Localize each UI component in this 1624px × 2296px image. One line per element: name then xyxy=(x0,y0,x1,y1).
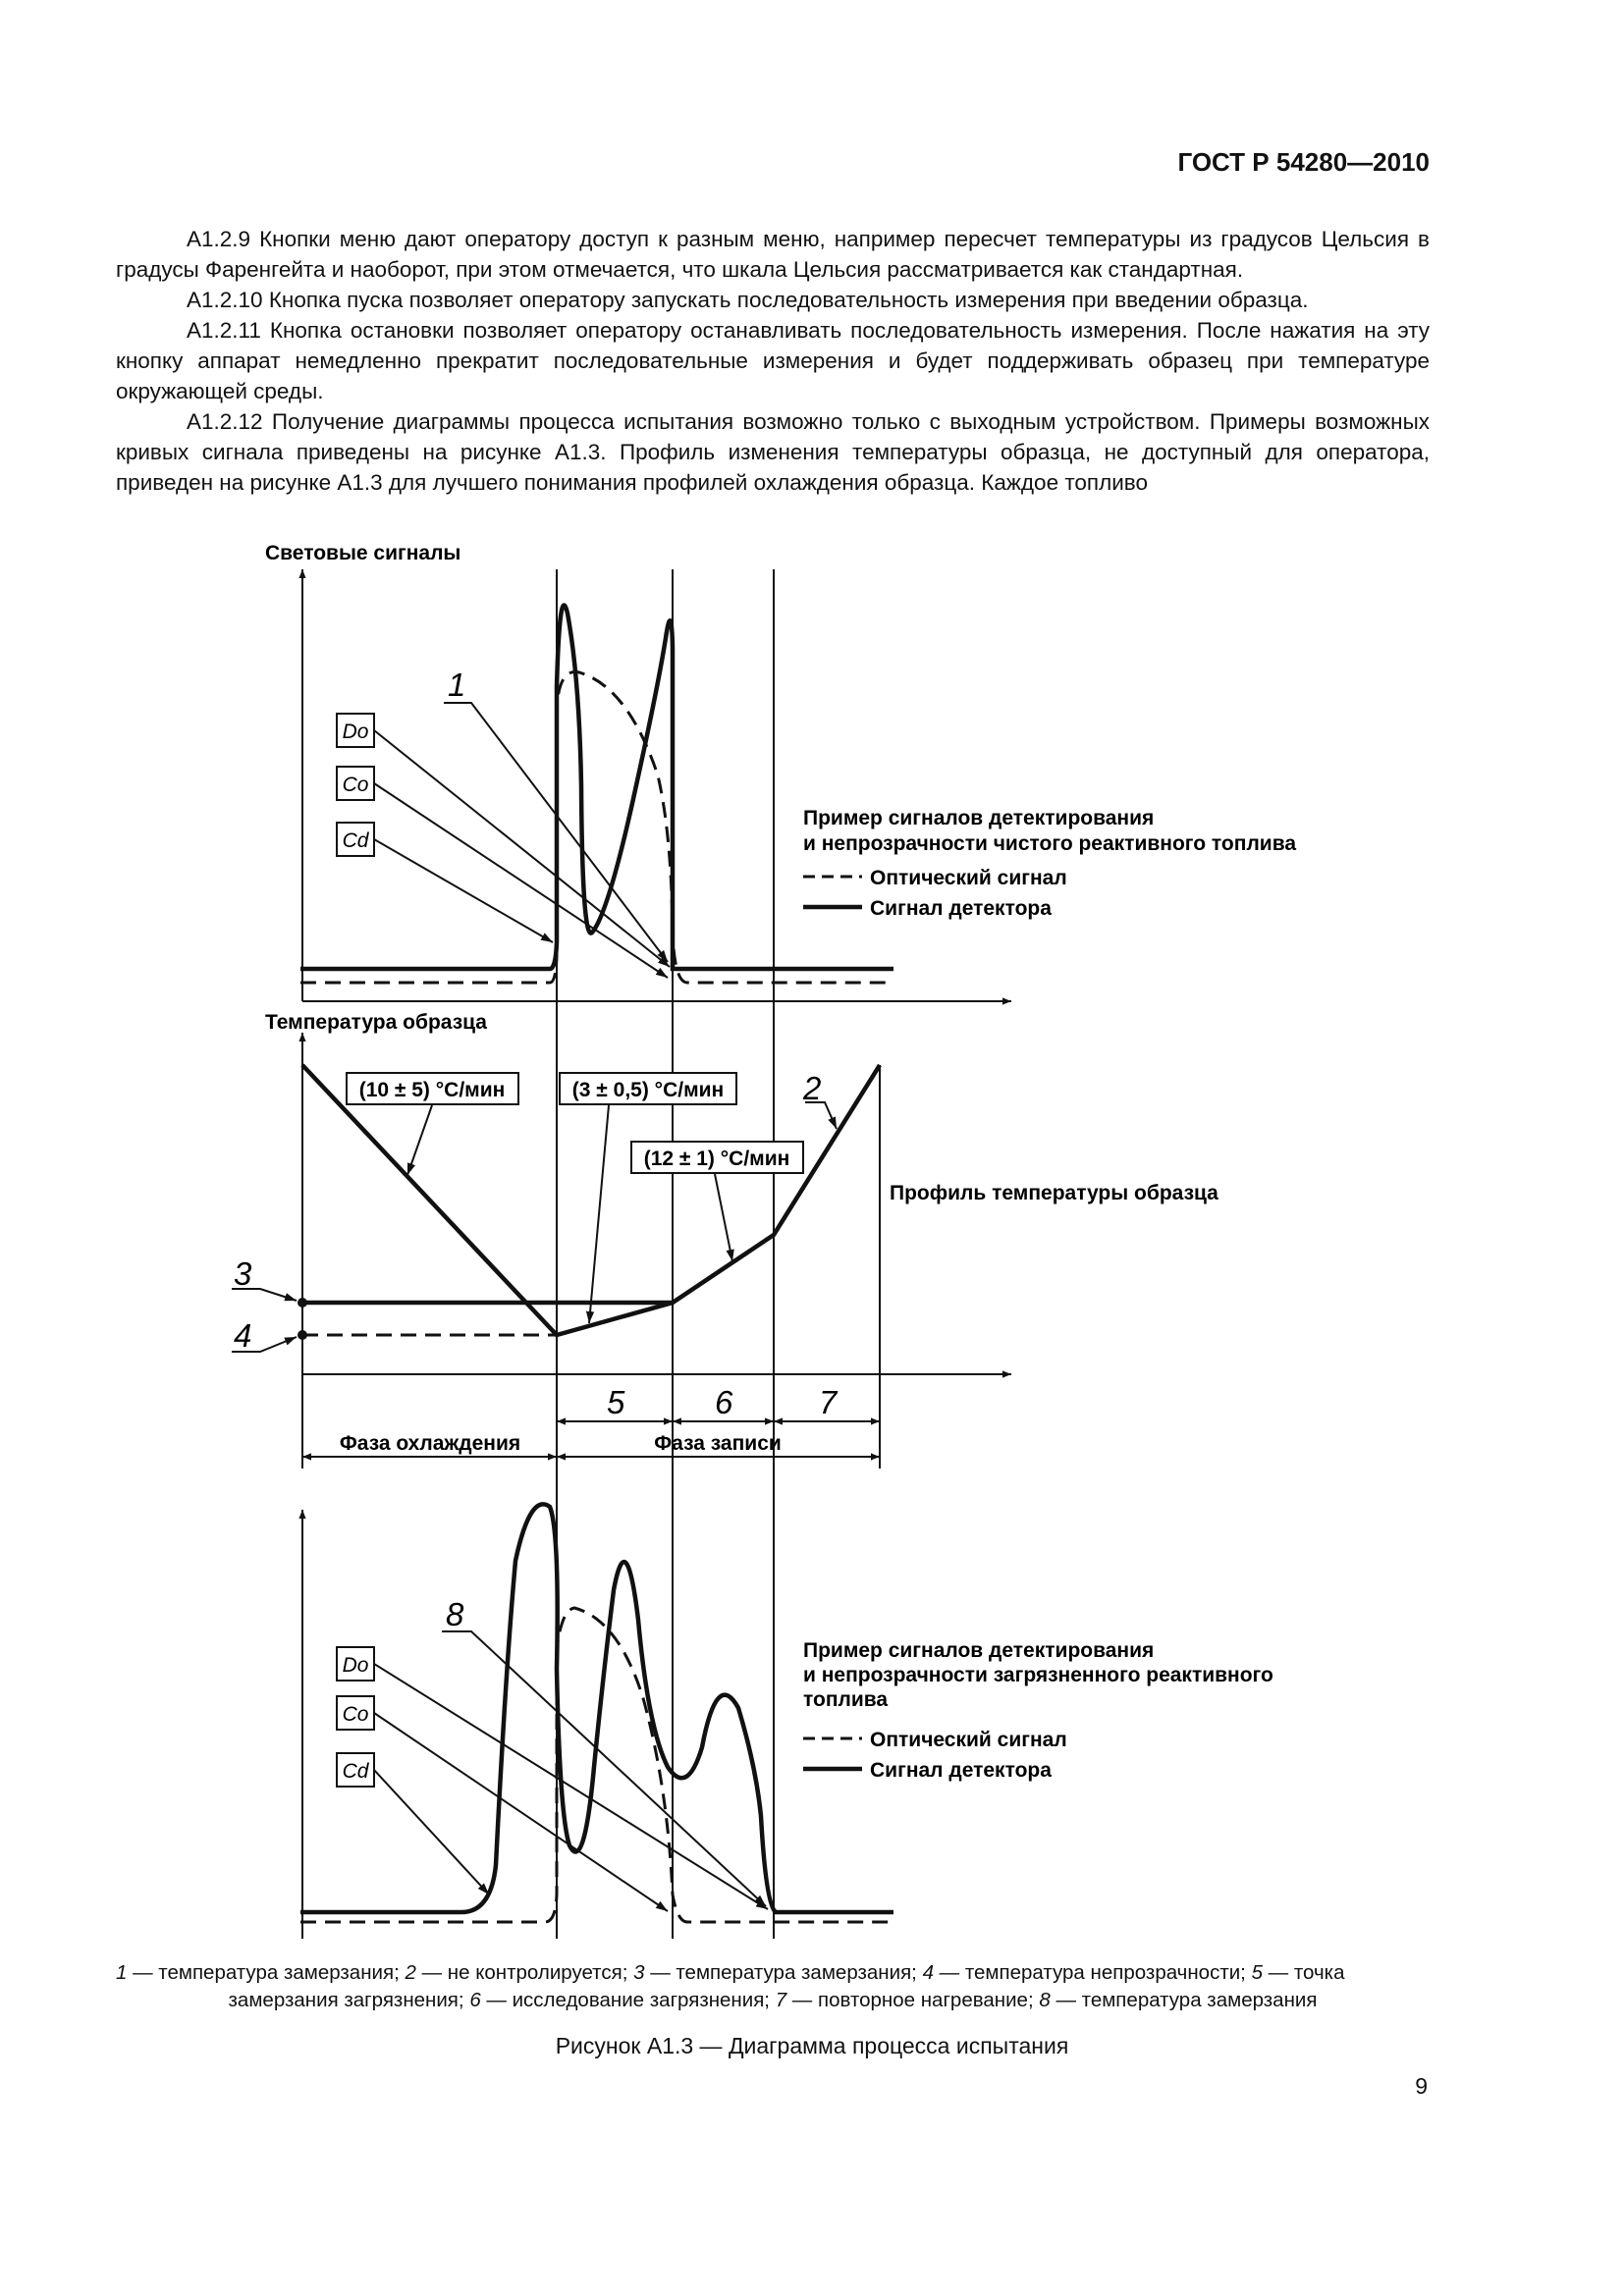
middle-pointer-lines xyxy=(232,1102,837,1352)
clean-legend-title-line1: Пример сигналов детектирования xyxy=(803,807,1155,829)
callout-8: 8 xyxy=(446,1596,464,1632)
do-box xyxy=(337,714,374,747)
segment-7-label: 7 xyxy=(819,1384,838,1420)
cd-box-bottom xyxy=(337,1753,374,1787)
paragraph-a1-2-10: А1.2.10 Кнопка пуска позволяет оператору запускать последовательность измерения при введении образца. xyxy=(187,288,1309,312)
heating-rate-box xyxy=(631,1142,803,1173)
detector-legend-label: Сигнал детектора xyxy=(870,897,1052,920)
figure-title: Рисунок А1.3 — Диаграмма процесса испытания xyxy=(555,2033,1069,2058)
svg-text:(12 ± 1) °С/мин: (12 ± 1) °С/мин xyxy=(643,1148,790,1170)
cd-box xyxy=(337,823,374,856)
detector-legend-label-bottom: Сигнал детектора xyxy=(870,1759,1052,1782)
svg-text:Co: Co xyxy=(342,774,369,796)
segment-5-label: 5 xyxy=(607,1384,625,1420)
svg-text:Cd: Cd xyxy=(342,1760,369,1783)
optical-legend-label: Оптический сигнал xyxy=(870,867,1067,889)
contaminated-legend-title-line3: топлива xyxy=(803,1688,889,1711)
cooling-phase-label: Фаза охлаждения xyxy=(339,1432,521,1455)
bottom-pointer-lines xyxy=(374,1631,768,1911)
clean-legend-title-line2: и непрозрачности чистого реактивного топлива xyxy=(803,832,1297,855)
co-box xyxy=(337,767,374,800)
callout-2: 2 xyxy=(803,1070,822,1106)
figure-legend-key: 1 — температура замерзания; 2 — не контролируется; 3 — температура замерзания; 4 — температура непрозрачности; 5 — точка замерзания загрязнения; 6 — исследование загрязнения; 7 — повторное нагревание; 8 — температура замерзания xyxy=(116,1961,1345,2011)
sample-temperature-axis-label: Температура образца xyxy=(265,1011,487,1034)
slow-rate-box xyxy=(560,1073,736,1104)
contaminated-legend-title-line2: и непрозрачности загрязненного реактивного xyxy=(803,1664,1273,1686)
paragraph-a1-2-11: А1.2.11 Кнопка остановки позволяет оператору останавливать последовательность измерения. После нажатия на эту кнопку аппарат немедленно прекратит последовательные измерения и будет поддерживать образец при температуре окружающей среды. xyxy=(116,318,1430,403)
contaminated-legend-title-line1: Пример сигналов детектирования xyxy=(803,1639,1155,1662)
svg-text:Do: Do xyxy=(342,721,369,743)
svg-text:Co: Co xyxy=(342,1703,369,1726)
svg-text:(3 ± 0,5) °С/мин: (3 ± 0,5) °С/мин xyxy=(571,1079,725,1101)
optical-legend-label-bottom: Оптический сигнал xyxy=(870,1729,1067,1751)
cooling-rate-box xyxy=(347,1073,518,1104)
paragraph-a1-2-12: А1.2.12 Получение диаграммы процесса испытания возможно только с выходным устройством. Примеры возможных кривых сигнала приведены на рисунке А1.3. Профиль изменения температуры образца, не доступный для оператора, приведен на рисунке А1.3 для лучшего понимания профилей охлаждения образца. Каждое топливо xyxy=(116,409,1430,495)
point-3 xyxy=(298,1298,307,1308)
callout-1: 1 xyxy=(448,667,466,703)
clean-fuel-detector-signal xyxy=(300,606,893,969)
recording-phase-label: Фаза записи xyxy=(654,1432,782,1455)
callout-3: 3 xyxy=(234,1255,252,1292)
top-panel xyxy=(265,542,1296,1001)
svg-text:Cd: Cd xyxy=(342,829,369,852)
page-number: 9 xyxy=(1415,2073,1428,2099)
middle-panel xyxy=(232,1011,1218,1468)
segment-6-label: 6 xyxy=(715,1384,733,1420)
do-box-bottom xyxy=(337,1647,374,1681)
standard-header: ГОСТ Р 54280—2010 xyxy=(1177,147,1430,177)
svg-text:Do: Do xyxy=(342,1654,369,1677)
callout-4: 4 xyxy=(234,1317,252,1354)
svg-text:(10 ± 5) °С/мин: (10 ± 5) °С/мин xyxy=(358,1079,506,1101)
paragraph-a1-2-9: А1.2.9 Кнопки меню дают оператору доступ к разным меню, например пересчет температуры из градусов Цельсия в градусы Фаренгейта и наоборот, при этом отмечается, что шкала Цельсия рассматривается как стандартная. xyxy=(116,227,1430,282)
temperature-profile-label: Профиль температуры образца xyxy=(890,1182,1218,1204)
co-box-bottom xyxy=(337,1696,374,1730)
point-4 xyxy=(298,1330,307,1340)
light-signals-axis-label: Световые сигналы xyxy=(265,542,461,564)
bottom-panel xyxy=(300,1504,1273,1939)
